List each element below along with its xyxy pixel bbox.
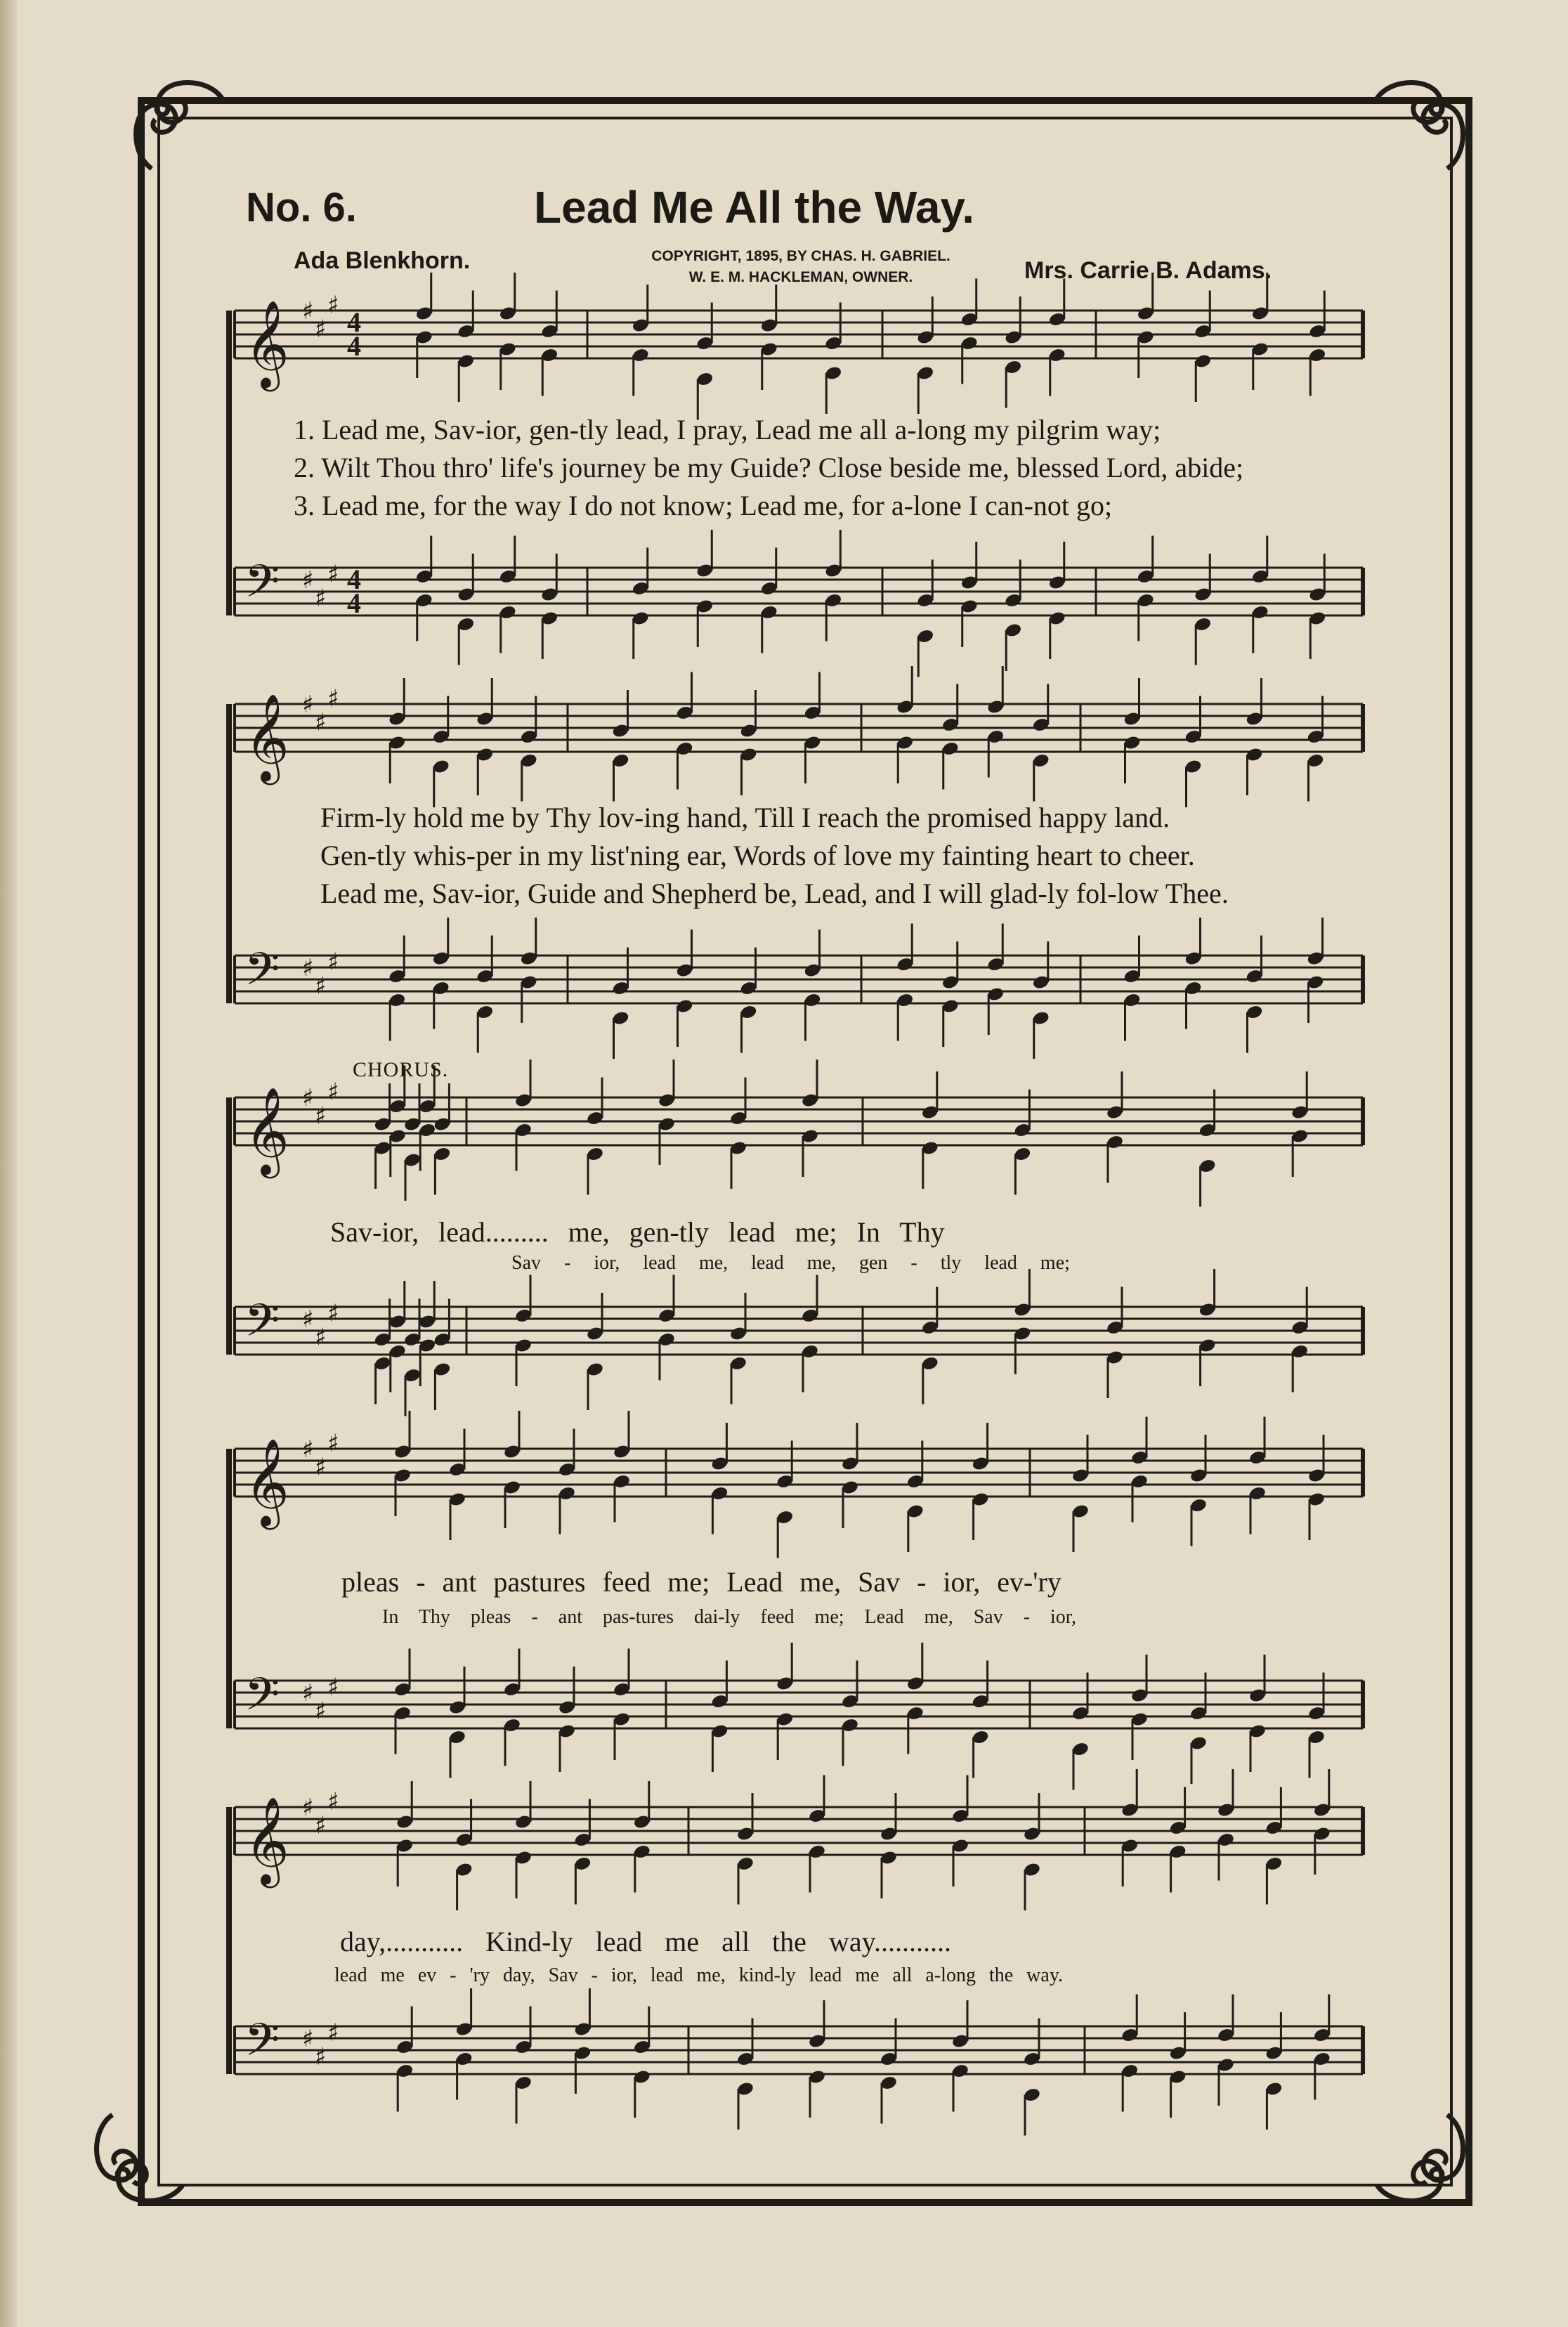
sharp-icon: ♯ — [302, 954, 314, 982]
sharp-icon: ♯ — [327, 1429, 339, 1458]
sharp-icon: ♯ — [315, 1811, 327, 1840]
treble-clef-icon: 𝄞 — [244, 693, 289, 781]
sharp-icon: ♯ — [315, 1323, 327, 1352]
sharp-icon: ♯ — [302, 1305, 314, 1334]
treble-clef-icon: 𝄞 — [244, 300, 289, 388]
sharp-icon: ♯ — [302, 1679, 314, 1707]
sharp-icon: ♯ — [315, 584, 327, 613]
verse-1-line-a: 1. Lead me, Sav-ior, gen-tly lead, I pray, Lead me all a-long my pilgrim way; — [294, 414, 1161, 445]
treble-clef-icon: 𝄞 — [244, 1087, 289, 1175]
sharp-icon: ♯ — [327, 1787, 339, 1816]
sharp-icon: ♯ — [327, 684, 339, 713]
sharp-icon: ♯ — [327, 948, 339, 977]
sharp-icon: ♯ — [327, 2019, 339, 2047]
sharp-icon: ♯ — [302, 2025, 314, 2053]
bass-clef-icon: 𝄢 — [244, 556, 280, 619]
sharp-icon: ♯ — [327, 560, 339, 589]
treble-clef-icon: 𝄞 — [244, 1797, 289, 1884]
verse-3-line-a: 3. Lead me, for the way I do not know; Lead me, for a-lone I can-not go; — [294, 490, 1113, 521]
bass-clef-icon: 𝄢 — [244, 1669, 280, 1732]
sharp-icon: ♯ — [302, 1084, 314, 1112]
chorus-line-3-echo: lead me ev - 'ry day, Sav - ior, lead me, kind-ly lead me all a-long the way. — [334, 1964, 1063, 1986]
verse-3-line-b: Lead me, Sav-ior, Guide and Shepherd be, Lead, and I will glad-ly fol-low Thee. — [320, 878, 1229, 909]
time-signature-digit: 4 — [347, 330, 361, 362]
sharp-icon: ♯ — [302, 566, 314, 594]
verse-1-line-b: Firm-ly hold me by Thy lov-ing hand, Till I reach the promised happy land. — [320, 802, 1170, 833]
chorus-line-1-echo: Sav - ior, lead me, lead me, gen - tly lead me; — [511, 1252, 1070, 1274]
sharp-icon: ♯ — [302, 1435, 314, 1464]
composer-credit: Mrs. Carrie B. Adams. — [1024, 257, 1272, 284]
sharp-icon: ♯ — [315, 2042, 327, 2071]
sharp-icon: ♯ — [302, 297, 314, 325]
sharp-icon: ♯ — [315, 708, 327, 737]
bass-clef-icon: 𝄢 — [244, 944, 280, 1007]
sharp-icon: ♯ — [315, 315, 327, 344]
sharp-icon: ♯ — [327, 1299, 339, 1328]
chorus-line-2: pleas - ant pastures feed me; Lead me, Sav - ior, ev-'ry — [341, 1566, 1061, 1598]
time-signature-digit: 4 — [347, 563, 361, 595]
sharp-icon: ♯ — [302, 1794, 314, 1822]
lyricist-credit: Ada Blenkhorn. — [294, 247, 471, 274]
time-signature-digit: 4 — [347, 587, 361, 619]
sharp-icon: ♯ — [315, 1102, 327, 1130]
verse-2-line-b: Gen-tly whis-per in my list'ning ear, Words of love my fainting heart to cheer. — [320, 840, 1195, 871]
sharp-icon: ♯ — [302, 691, 314, 719]
sharp-icon: ♯ — [315, 1453, 327, 1482]
time-signature-digit: 4 — [347, 306, 361, 338]
chorus-line-1: Sav-ior, lead......... me, gen-tly lead me; In Thy — [330, 1216, 945, 1248]
sharp-icon: ♯ — [315, 1697, 327, 1726]
copyright-owner-line: W. E. M. HACKLEMAN, OWNER. — [688, 269, 913, 285]
treble-clef-icon: 𝄞 — [244, 1438, 289, 1526]
sharp-icon: ♯ — [315, 972, 327, 1000]
chorus-line-2-echo: In Thy pleas - ant pas-tures dai-ly feed me; Lead me, Sav - ior, — [382, 1606, 1077, 1628]
bass-clef-icon: 𝄢 — [244, 1295, 280, 1358]
hymn-title: Lead Me All the Way. — [534, 182, 975, 233]
chorus-line-3: day,........... Kind-ly lead me all the way........... — [340, 1926, 951, 1957]
hymn-number: No. 6. — [246, 185, 357, 230]
copyright-line: COPYRIGHT, 1895, BY CHAS. H. GABRIEL. — [651, 248, 950, 264]
sharp-icon: ♯ — [327, 291, 339, 320]
bass-clef-icon: 𝄢 — [244, 2014, 280, 2078]
sharp-icon: ♯ — [327, 1673, 339, 1702]
sharp-icon: ♯ — [327, 1078, 339, 1107]
chorus-label: CHORUS. — [353, 1058, 449, 1081]
verse-2-line-a: 2. Wilt Thou thro' life's journey be my Guide? Close beside me, blessed Lord, abide; — [294, 452, 1244, 483]
